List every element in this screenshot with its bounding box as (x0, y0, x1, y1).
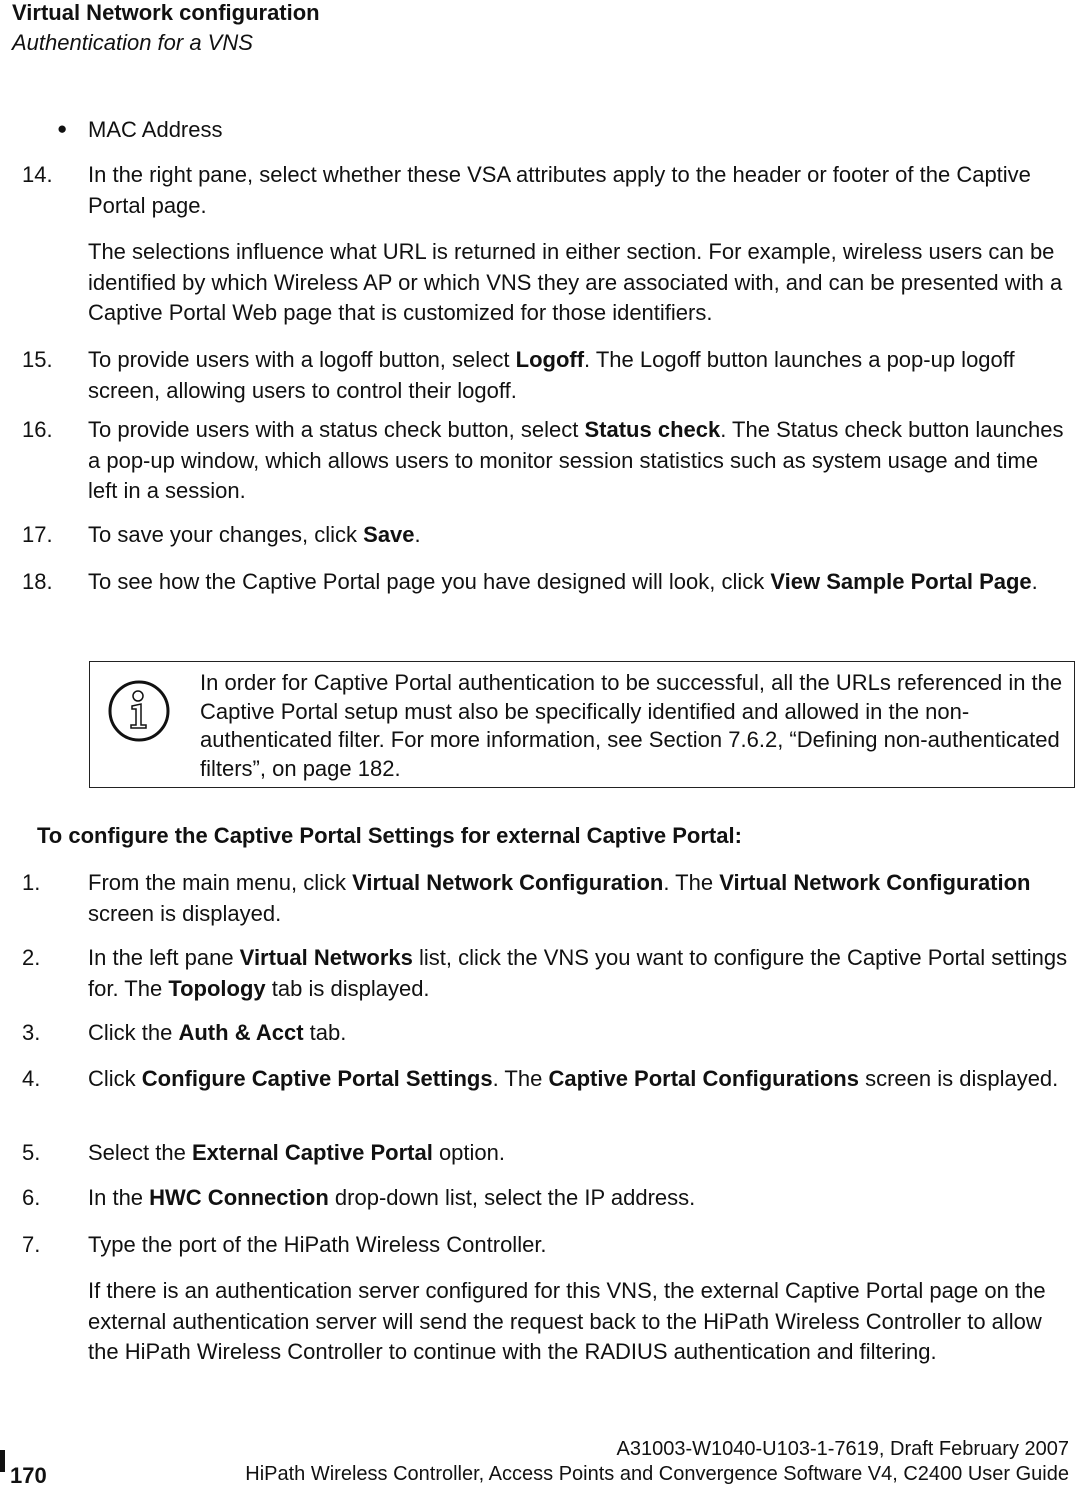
step-number: 4. (22, 1066, 41, 1091)
step-item (22, 1064, 1073, 1095)
footer-guide-title: HiPath Wireless Controller, Access Points and Convergence Software V4, C2400 User Guide (245, 1463, 1069, 1485)
text-run: To provide users with a status check button, select (88, 417, 585, 442)
page-number: 170 (10, 1463, 47, 1488)
bold-term: View Sample Portal Page (770, 569, 1032, 594)
step-item (22, 1018, 1073, 1049)
step-number: 16. (22, 417, 53, 442)
bold-term: Save (363, 522, 415, 547)
bold-term: Virtual Network Configuration (352, 870, 664, 895)
text-run: Click (88, 1066, 142, 1091)
step-number: 7. (22, 1232, 41, 1257)
text-run: The selections influence what URL is returned in either section. For example, wireless users can be identified by which Wireless AP or which VNS they are associated with, and can be presented with a Captive Portal Web page that is customized for those identifiers. (88, 239, 1063, 325)
text-run: . The Logoff button launches a pop-up logoff screen, allowing users to control their logoff. (88, 347, 1015, 403)
step-number: 17. (22, 522, 53, 547)
text-run: To provide users with a logoff button, select (88, 347, 516, 372)
step-number: 1. (22, 870, 41, 895)
text-run: Type the port of the HiPath Wireless Controller. (88, 1232, 547, 1257)
text-run: MAC Address (88, 117, 223, 142)
step-item (22, 415, 1073, 507)
bold-term: Status check (584, 417, 721, 442)
step-item (22, 868, 1073, 929)
text-run: screen is displayed. (88, 900, 282, 926)
step-item (22, 345, 1073, 406)
step-number: 3. (22, 1020, 41, 1045)
note-text: In order for Captive Portal authentication to be successful, all the URLs referenced in the Captive Portal setup must also be specifically identified and allowed in the non-authenticated filter. For more information, see Section 7.6.2, “Defining non-authenticated filters”, on page 182. (200, 670, 1063, 781)
text-run: . (1031, 569, 1038, 594)
step-number: 2. (22, 945, 41, 970)
text-run: To save your changes, click (88, 522, 364, 547)
text-run: Select the (88, 1140, 192, 1165)
text-run: From the main menu, click (88, 870, 353, 895)
step-item (22, 520, 1073, 551)
bold-term: Auth & Acct (178, 1020, 304, 1045)
text-run: list, click the VNS you want to configure the Captive Portal settings for. The (88, 945, 1068, 1001)
section-heading (37, 821, 1022, 852)
step-item (22, 1138, 1073, 1169)
paragraph (88, 1276, 1073, 1368)
paragraph (88, 237, 1073, 329)
note-box (89, 661, 1075, 788)
bold-term: To configure the Captive Portal Settings for external Captive Portal: (37, 823, 742, 848)
step-item (22, 567, 1073, 598)
text-run: drop-down list, select the IP address. (328, 1185, 696, 1210)
text-run: . The Status check button launches a pop-up window, which allows users to monitor session statistics such as system usage and time left in a session. (88, 417, 1064, 503)
step-item (22, 943, 1073, 1004)
running-header-title: Virtual Network configuration (12, 0, 320, 25)
step-number: 5. (22, 1140, 41, 1165)
text-run: In the right pane, select whether these VSA attributes apply to the header or footer of the Captive Portal page. (88, 162, 1031, 218)
text-run: Click the (88, 1020, 179, 1045)
text-run: . The (492, 1066, 549, 1091)
text-run: In the (88, 1185, 150, 1210)
text-run: tab. (303, 1020, 347, 1045)
text-run: . The (663, 870, 720, 895)
bullet-icon: ● (57, 119, 68, 138)
running-header-subtitle: Authentication for a VNS (12, 30, 253, 55)
step-item (22, 1183, 1073, 1214)
bold-term: Configure Captive Portal Settings (141, 1066, 493, 1091)
bold-term: Topology (168, 975, 266, 1001)
bold-term: Captive Portal Configurations (548, 1066, 859, 1091)
info-icon (107, 679, 171, 743)
text-run: If there is an authentication server configured for this VNS, the external Captive Portal page on the external authentication server will send the request back to the HiPath Wireless Controller to allow the HiPath Wireless Controller to continue with the RADIUS authentication and filtering. (88, 1278, 1046, 1364)
step-number: 18. (22, 569, 53, 594)
step-item (22, 1230, 1073, 1261)
text-run: To see how the Captive Portal page you have designed will look, click (88, 569, 771, 594)
footer-doc-id: A31003-W1040-U103-1-7619, Draft February 2007 (616, 1438, 1069, 1460)
text-run: In the left pane (88, 945, 240, 970)
step-number: 6. (22, 1185, 41, 1210)
text-run: . (414, 522, 421, 547)
bold-term: Logoff (515, 347, 585, 372)
bold-term: Virtual Networks (239, 945, 413, 970)
change-bar (0, 1450, 5, 1472)
bold-term: Virtual Network Configuration (719, 870, 1031, 895)
bold-term: HWC Connection (149, 1185, 329, 1210)
bold-term: External Captive Portal (191, 1140, 433, 1165)
text-run: screen is displayed. (858, 1066, 1059, 1091)
text-run: tab is displayed. (265, 975, 430, 1001)
bullet-item (57, 115, 1073, 146)
step-item (22, 160, 1073, 221)
step-number: 15. (22, 347, 53, 372)
step-number: 14. (22, 162, 53, 187)
text-run: option. (432, 1140, 505, 1165)
